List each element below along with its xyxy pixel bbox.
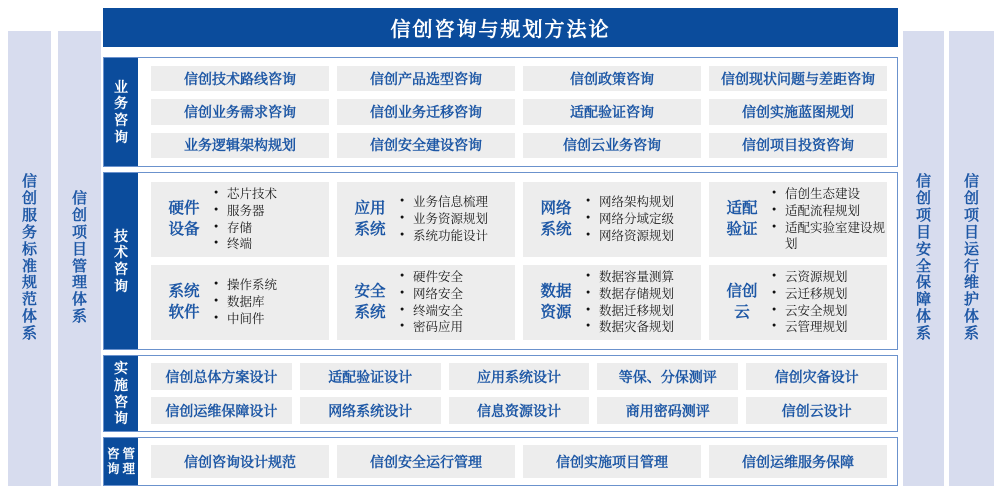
item-box: 信创安全建设咨询 <box>337 133 515 158</box>
bullet-item: ● 网络架构规划 <box>585 194 699 211</box>
bullet-item: ● 网络安全 <box>399 286 513 303</box>
item-box: 信创云业务咨询 <box>523 133 701 158</box>
banner-service-standards-label: 信 创 服 务 标 准 规 范 体 系 <box>21 172 37 343</box>
section-business-label <box>104 58 138 166</box>
bullet-item: ● 数据存储规划 <box>585 286 699 303</box>
banner-operation-maintenance-label: 信 创 项 目 运 行 维 护 体 系 <box>963 172 979 343</box>
item-box: 信创灾备设计 <box>746 363 887 390</box>
bullet-item: ● 云资源规划 <box>771 269 885 286</box>
bullet-item: ● 网络分域定级 <box>585 211 699 228</box>
tech-group-title: 数据资源 <box>540 283 572 321</box>
item-box: 信创技术路线咨询 <box>151 66 329 91</box>
tech-group-bullets <box>771 269 885 336</box>
bullet-item: ● 适配实验室建设规划 <box>771 220 885 254</box>
bullet-item: ● 中间件 <box>213 311 327 328</box>
item-box: 信创项目投资咨询 <box>709 133 887 158</box>
bullet-item: ● 云管理规划 <box>771 319 885 336</box>
tech-group-data-resource <box>523 265 701 340</box>
section-technical-consulting <box>103 172 898 350</box>
tech-group-cloud <box>709 265 887 340</box>
technical-groups-grid <box>138 173 897 349</box>
item-box: 业务逻辑架构规划 <box>151 133 329 158</box>
tech-group-system-software <box>151 265 329 340</box>
tech-group-security <box>337 265 515 340</box>
bullet-item: ● 业务资源规划 <box>399 211 513 228</box>
diagram-title: 信创咨询与规划方法论 <box>390 19 611 41</box>
section-implementation-label <box>104 356 138 431</box>
implementation-items-grid <box>138 356 897 431</box>
item-box: 信创实施蓝图规划 <box>709 99 887 124</box>
bullet-item: ● 数据库 <box>213 294 327 311</box>
tech-group-adaptation <box>709 182 887 257</box>
business-items-grid <box>138 58 897 166</box>
bullet-item: ● 系统功能设计 <box>399 228 513 245</box>
management-items-grid <box>138 438 897 485</box>
item-box: 适配验证设计 <box>300 363 441 390</box>
item-box: 信创运维服务保障 <box>709 445 887 478</box>
tech-group-title: 信创云 <box>726 283 758 321</box>
tech-group-bullets <box>771 186 885 253</box>
item-box: 网络系统设计 <box>300 397 441 424</box>
bullet-item: ● 适配流程规划 <box>771 203 885 220</box>
item-box: 信创咨询设计规范 <box>151 445 329 478</box>
bullet-item: ● 服务器 <box>213 203 327 220</box>
item-box: 信创业务需求咨询 <box>151 99 329 124</box>
section-implementation-consulting <box>103 355 898 432</box>
item-box: 信息资源设计 <box>449 397 590 424</box>
tech-group-bullets <box>399 269 513 336</box>
section-consulting-management <box>103 437 898 486</box>
tech-group-title: 网络系统 <box>540 200 572 238</box>
tech-group-bullets <box>585 194 699 244</box>
item-box: 适配验证咨询 <box>523 99 701 124</box>
tech-group-title: 安全系统 <box>354 283 386 321</box>
bullet-item: ● 存储 <box>213 220 327 237</box>
bullet-item: ● 业务信息梳理 <box>399 194 513 211</box>
bullet-item: ● 信创生态建设 <box>771 186 885 203</box>
item-box: 信创政策咨询 <box>523 66 701 91</box>
tech-group-bullets <box>213 277 327 327</box>
item-box: 应用系统设计 <box>449 363 590 390</box>
section-management-label: 咨 询 管 理 <box>104 438 138 485</box>
tech-group-application <box>337 182 515 257</box>
item-box: 信创总体方案设计 <box>151 363 292 390</box>
bullet-item: ● 密码应用 <box>399 319 513 336</box>
bullet-item: ● 数据迁移规划 <box>585 303 699 320</box>
bullet-item: ● 云安全规划 <box>771 303 885 320</box>
item-box: 信创运维保障设计 <box>151 397 292 424</box>
tech-group-title: 硬件设备 <box>168 200 200 238</box>
banner-security-assurance-label: 信 创 项 目 安 全 保 障 体 系 <box>915 172 931 343</box>
bullet-item: ● 终端 <box>213 236 327 253</box>
tech-group-bullets <box>213 186 327 253</box>
tech-group-title: 系统软件 <box>168 283 200 321</box>
section-business-consulting <box>103 57 898 167</box>
banner-security-assurance-system <box>903 31 944 486</box>
tech-group-title: 应用系统 <box>354 200 386 238</box>
tech-group-bullets <box>585 269 699 336</box>
tech-group-bullets <box>399 194 513 244</box>
bullet-item: ● 硬件安全 <box>399 269 513 286</box>
tech-group-network <box>523 182 701 257</box>
tech-group-title: 适配验证 <box>726 200 758 238</box>
diagram-title-bar <box>103 8 898 47</box>
item-box: 信创云设计 <box>746 397 887 424</box>
banner-service-standards-system <box>8 31 51 486</box>
item-box: 信创实施项目管理 <box>523 445 701 478</box>
tech-group-hardware <box>151 182 329 257</box>
section-implementation-label-text: 实 施 咨 询 <box>114 360 128 427</box>
section-business-label-text: 业 务 咨 询 <box>114 78 128 145</box>
item-box: 信创产品选型咨询 <box>337 66 515 91</box>
bullet-item: ● 数据容量测算 <box>585 269 699 286</box>
bullet-item: ● 数据灾备规划 <box>585 319 699 336</box>
banner-operation-maintenance-system <box>949 31 994 486</box>
bullet-item: ● 终端安全 <box>399 303 513 320</box>
item-box: 信创现状问题与差距咨询 <box>709 66 887 91</box>
bullet-item: ● 网络资源规划 <box>585 228 699 245</box>
item-box: 商用密码测评 <box>597 397 738 424</box>
item-box: 等保、分保测评 <box>597 363 738 390</box>
bullet-item: ● 芯片技术 <box>213 186 327 203</box>
bullet-item: ● 操作系统 <box>213 277 327 294</box>
section-technical-label <box>104 173 138 349</box>
bullet-item: ● 云迁移规划 <box>771 286 885 303</box>
item-box: 信创安全运行管理 <box>337 445 515 478</box>
item-box: 信创业务迁移咨询 <box>337 99 515 124</box>
banner-project-management-system <box>58 31 101 486</box>
section-technical-label-text: 技 术 咨 询 <box>114 227 128 294</box>
banner-project-management-label: 信 创 项 目 管 理 体 系 <box>71 189 87 326</box>
